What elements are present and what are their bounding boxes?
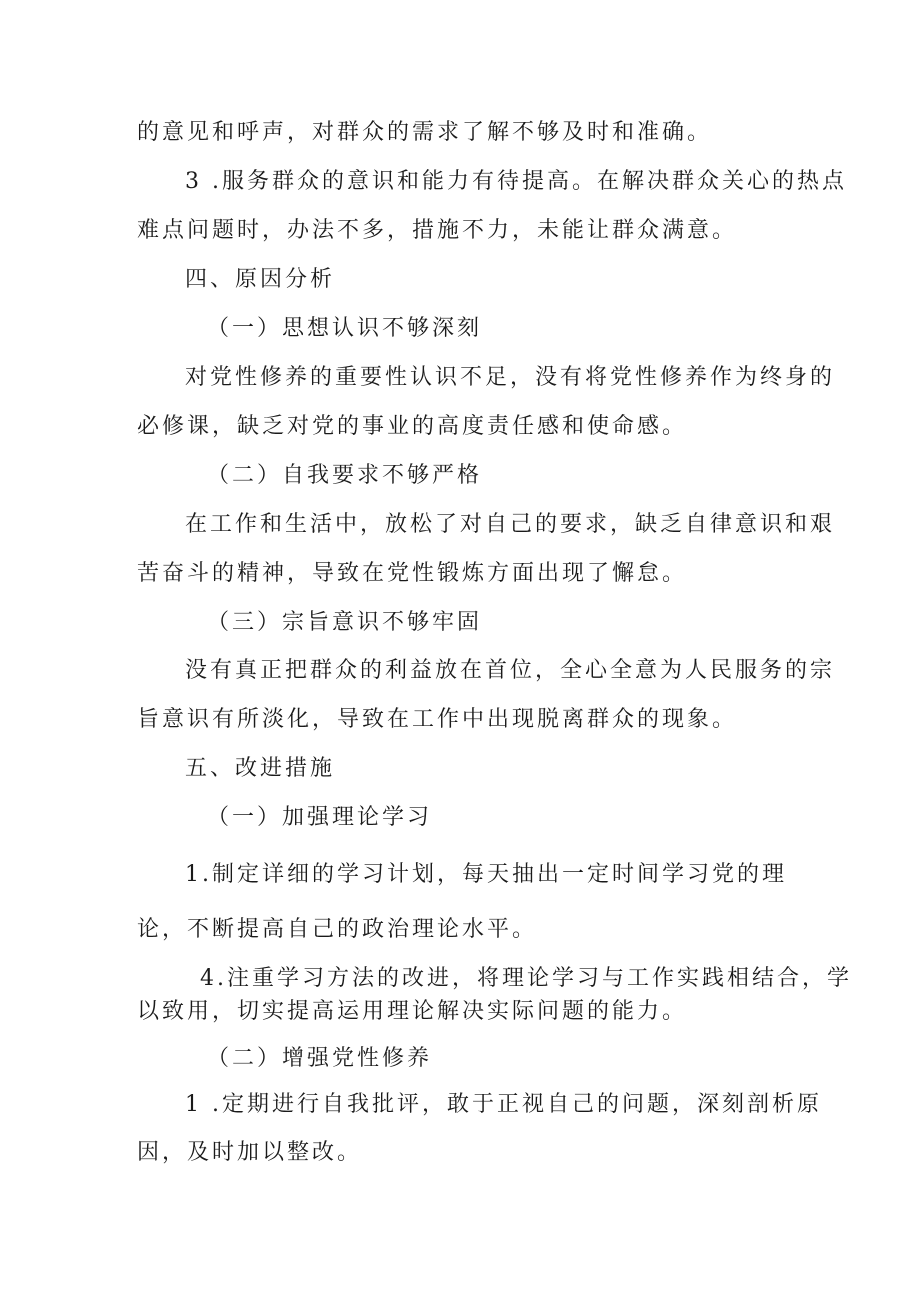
subsection-heading: （二）增强党性修养: [207, 1046, 433, 1071]
subsection-heading: （一）加强理论学习: [207, 805, 433, 830]
text-line: 苦奋斗的精神，导致在党性锻炼方面出现了懈怠。: [137, 561, 688, 586]
subsection-heading: （二）自我要求不够严格: [207, 463, 483, 488]
text-line: 没有真正把群众的利益放在首位，全心全意为人民服务的宗: [185, 658, 836, 683]
subsection-heading: （一）思想认识不够深刻: [207, 316, 483, 341]
text-line: 1 .定期进行自我批评，敢于正视自己的问题，深刻剖析原: [185, 1092, 822, 1117]
section-heading: 四、原因分析: [185, 267, 336, 292]
text-line: 3 .服务群众的意识和能力有待提高。在解决群众关心的热点: [185, 169, 847, 194]
text-line: 难点问题时，办法不多，措施不力，未能让群众满意。: [137, 218, 738, 243]
text-line: 因，及时加以整改。: [137, 1140, 363, 1165]
text-line: 对党性修养的重要性认识不足，没有将党性修养作为终身的: [185, 365, 836, 390]
text-line: 必修课，缺乏对党的事业的高度责任感和使命感。: [137, 414, 688, 439]
text-line: 1.制定详细的学习计划，每天抽出一定时间学习党的理: [185, 862, 787, 887]
section-heading: 五、改进措施: [185, 756, 336, 781]
text-line: 的意见和呼声，对群众的需求了解不够及时和准确。: [137, 120, 713, 145]
text-line: 旨意识有所淡化，导致在工作中出现脱离群众的现象。: [137, 707, 738, 732]
subsection-heading: （三）宗旨意识不够牢固: [207, 610, 483, 635]
text-line: 在工作和生活中，放松了对自己的要求，缺乏自律意识和艰: [185, 512, 836, 537]
text-line: 4.注重学习方法的改进，将理论学习与工作实践相结合，学: [200, 966, 852, 991]
text-line: 以致用，切实提高运用理论解决实际问题的能力。: [137, 999, 688, 1024]
text-line: 论，不断提高自己的政治理论水平。: [137, 917, 538, 942]
